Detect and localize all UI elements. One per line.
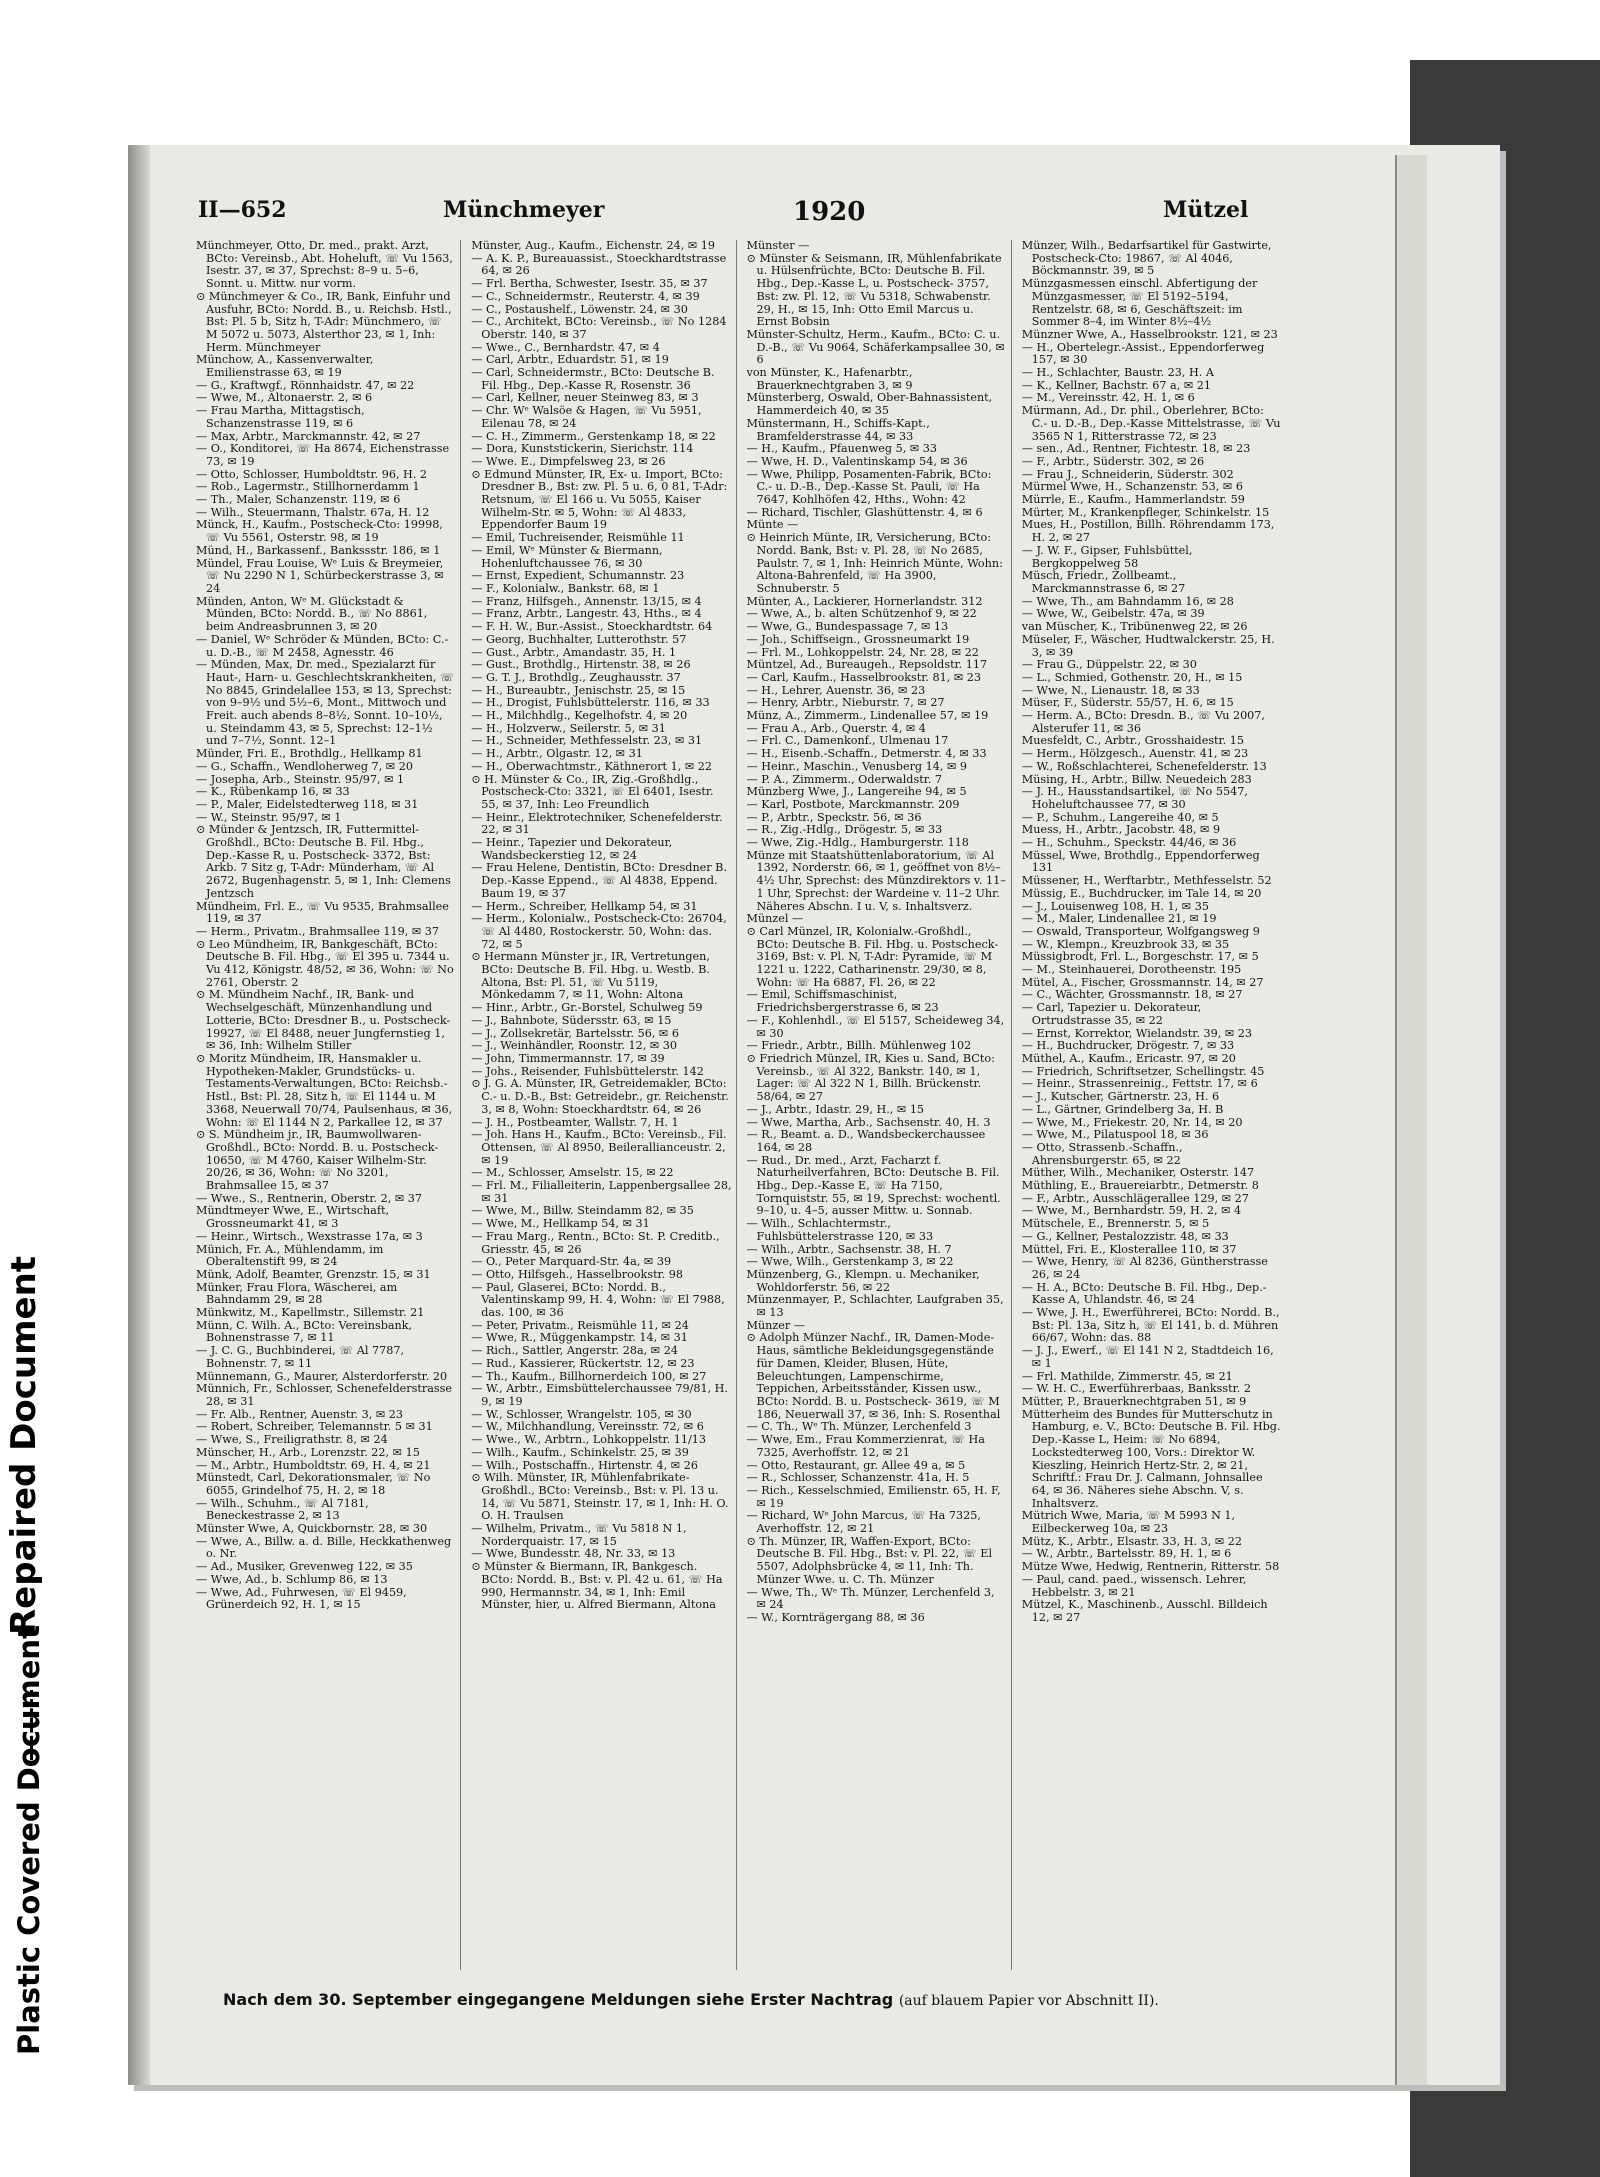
directory-entry: — Herm., Hölzgesch., Auenstr. 41, ✉ 23: [1021, 747, 1249, 761]
directory-entry: — F., Arbtr., Süderstr. 302, ✉ 26: [1021, 454, 1205, 468]
directory-entry: — Karl, Postbote, Marckmannstr. 209: [746, 797, 960, 811]
directory-entry: — W., Klempn., Kreuzbrook 33, ✉ 35: [1021, 937, 1230, 951]
directory-entry: Münzberg Wwe, J., Langereihe 94, ✉ 5: [746, 785, 967, 799]
column-3: [747, 240, 1012, 1970]
directory-entry: — Herm., Kolonialw., Postscheck-Cto: 26704, ☏ Al 4480, Rostockerstr. 50, Wohn: das. 72, ✉ 5: [471, 912, 727, 951]
directory-entry: ⊙ Münster & Seismann, IR, Mühlenfabrikate u. Hülsenfrüchte, BCto: Deutsche B. Fil. Hbg., Dep.-Kasse L, u. Postscheck- 3757, Bst: zw. Pl. 12, ☏ Vu 5318, Schwabenstr. 29, H., ✉ 15, Inh: Otto Emil Marcus u. Ernst Bobsin: [746, 251, 1002, 329]
directory-entry: Münd, H., Barkassenf., Bankssstr. 186, ✉ 1: [196, 543, 441, 557]
directory-entry: Münn, C. Wilh. A., BCto: Vereinsbank, Bohnenstrasse 7, ✉ 11: [196, 1318, 413, 1345]
directory-entry: — Rud., Dr. med., Arzt, Facharzt f. Naturheilverfahren, BCto: Deutsche B. Fil. Hbg., Dep.-Kasse E, ☏ Ha 7150, Tornquiststr. 55, ✉ 19, Sprechst: wochentl. 9–10, u. 4–5, ausser Mittw. u. Sonnab.: [746, 1153, 1001, 1218]
directory-entry: — W., Arbtr., Bartelsstr. 89, H. 1, ✉ 6: [1021, 1547, 1232, 1561]
directory-entry: — R., Zig.-Hdlg., Drögestr. 5, ✉ 33: [746, 823, 943, 837]
directory-entry: — Wwe, Bundesstr. 48, Nr. 33, ✉ 13: [471, 1547, 676, 1561]
directory-entry: — J. J., Ewerf., ☏ El 141 N 2, Stadtdeich 16, ✉ 1: [1021, 1344, 1274, 1370]
directory-entry: — Emil, Wᵉ Münster & Biermann, Hohenluftchaussee 76, ✉ 30: [471, 543, 663, 570]
directory-entry: — Wwe, Em., Frau Kommerzienrat, ☏ Ha 7325, Averhoffstr. 12, ✉ 21: [746, 1433, 985, 1459]
directory-entry: — Rob., Lagermstr., Stillhornerdamm 1: [196, 480, 420, 494]
directory-entry: — J., Arbtr., Idastr. 29, H., ✉ 15: [746, 1102, 925, 1116]
directory-entry: — G., Kellner, Pestalozzistr. 48, ✉ 33: [1021, 1229, 1229, 1243]
footer-notice: Nach dem 30. September eingegangene Meldungen siehe Erster Nachtrag: [223, 1990, 894, 2009]
directory-entry: Mues, H., Postillon, Billh. Röhrendamm 173, H. 2, ✉ 27: [1021, 518, 1275, 545]
directory-entry: Münnich, Fr., Schlosser, Schenefelderstrasse 28, ✉ 31: [196, 1382, 452, 1408]
directory-entry: — Wwe, H. D., Valentinskamp 54, ✉ 36: [746, 454, 968, 468]
directory-entry: Münter, A., Lackierer, Hornerlandstr. 312: [746, 594, 983, 608]
directory-entry: — Otto, Strassenb.-Schaffn., Ahrensburgerstr. 65, ✉ 22: [1021, 1140, 1183, 1167]
directory-entry: — Carl, Arbtr., Eduardstr. 51, ✉ 19: [471, 353, 669, 367]
directory-entry: — Chr. Wᵉ Walsöe & Hagen, ☏ Vu 5951, Eilenau 78, ✉ 24: [471, 404, 702, 430]
directory-page: [128, 145, 1500, 2085]
directory-entry: — Rich., Kesselschmied, Emilienstr. 65, H. F, ✉ 19: [746, 1483, 1001, 1510]
directory-entry: — A. K. P., Bureauassist., Stoeckhardtstrasse 64, ✉ 26: [471, 251, 727, 278]
directory-entry: — M., Schlosser, Amselstr. 15, ✉ 22: [471, 1166, 674, 1180]
directory-entry: — Carl, Tapezier u. Dekorateur, Ortrudstrasse 35, ✉ 22: [1021, 1001, 1202, 1027]
directory-entry: — Frau Marg., Rentn., BCto: St. P. Creditb., Griesstr. 45, ✉ 26: [471, 1229, 720, 1256]
directory-entry: — H., Schuhm., Speckstr. 44/46, ✉ 36: [1021, 836, 1237, 850]
directory-entry: — P. A., Zimmerm., Oderwaldstr. 7: [746, 772, 943, 786]
directory-entry: — O., Peter Marquard-Str. 4a, ✉ 39: [471, 1255, 672, 1269]
directory-entry: — Frl. Mathilde, Zimmerstr. 45, ✉ 21: [1021, 1369, 1233, 1383]
directory-entry: — H., Schneider, Methfesselstr. 23, ✉ 31: [471, 734, 703, 748]
directory-entry: — Rich., Sattler, Angerstr. 28a, ✉ 24: [471, 1344, 678, 1358]
column-2: [471, 240, 736, 1970]
directory-entry: Münzel —: [746, 912, 804, 926]
directory-entry: — Wwe, G., Bundespassage 7, ✉ 13: [746, 620, 949, 634]
directory-entry: — Otto, Hilfsgeh., Hasselbrookstr. 98: [471, 1267, 684, 1281]
directory-entry: Muess, H., Arbtr., Jacobstr. 48, ✉ 9: [1021, 823, 1221, 837]
directory-entry: — H., Holzverw., Seilerstr. 5, ✉ 31: [471, 721, 666, 735]
directory-entry: van Müscher, K., Tribünenweg 22, ✉ 26: [1021, 620, 1248, 634]
directory-entry: ⊙ Moritz Mündheim, IR, Hansmakler u. Hypotheken-Makler, Grundstücks- u. Testaments-Verwaltungen, BCto: Reichsb.-Hstl., Bst: Pl. 28, Sitz h, ☏ El 1144 u. M 3368, Neuerwall 70/74, Paulsenhaus, ✉ 36, Wohn: ☏ El 1144 N 2, Parkallee 12, ✉ 37: [196, 1052, 453, 1129]
directory-entry: — C., Postaushelf., Löwenstr. 24, ✉ 30: [471, 302, 688, 316]
directory-entry: Münster Wwe, A, Quickbornstr. 28, ✉ 30: [196, 1522, 428, 1536]
directory-entry: — O., Konditorei, ☏ Ha 8674, Eichenstrasse 73, ✉ 19: [196, 442, 450, 468]
directory-entry: — J., Zollsekretär, Bartelsstr. 56, ✉ 6: [471, 1026, 679, 1040]
directory-entry: Müthling, E., Brauereiarbtr., Detmerstr. 8: [1021, 1179, 1259, 1193]
directory-entry: — Rud., Kassierer, Rückertstr. 12, ✉ 23: [471, 1356, 695, 1370]
directory-entry: — W. H. C., Ewerführerbaas, Banksstr. 2: [1021, 1382, 1251, 1396]
directory-entry: — Wwe, Henry, ☏ Al 8236, Güntherstrasse 26, ✉ 24: [1021, 1255, 1268, 1281]
directory-entry: — Carl, Kaufm., Hasselbrookstr. 81, ✉ 23: [746, 670, 982, 684]
directory-entry: ⊙ S. Mündheim jr., IR, Baumwollwaren-Großhdl., BCto: Nordd. B. u. Postscheck- 10650, ☏ M 4760, Kaiser Wilhelm-Str. 20/26, ✉ 36, Wohn: ☏ No 3201, Brahmsallee 15, ✉ 37: [196, 1128, 439, 1193]
directory-entry: — Wwe, R., Müggenkampstr. 14, ✉ 31: [471, 1331, 688, 1345]
directory-entry: — F. H. W., Bur.-Assist., Stoeckhardtstr. 64: [471, 620, 713, 634]
directory-entry: Münich, Fr. A., Mühlendamm, im Oberaltenstift 99, ✉ 24: [196, 1242, 384, 1269]
directory-entry: — Heinr., Tapezier und Dekorateur, Wandsbeckerstieg 12, ✉ 24: [471, 836, 673, 862]
directory-entry: — Dora, Kunststickerin, Sierichstr. 114: [471, 442, 694, 456]
directory-entry: — Emil, Tuchreisender, Reismühle 11: [471, 531, 685, 545]
directory-entry: — Wilh., Schuhm., ☏ Al 7181, Beneckestrasse 2, ✉ 13: [196, 1496, 369, 1523]
directory-entry: — Münden, Max, Dr. med., Spezialarzt für Haut-, Harn- u. Geschlechtskrankheiten, ☏ No 8845, Grindelallee 153, ✉ 13, Sprechst: von 9–9½ und 5½–6, Mont., Mittwoch und Freit. auch abends 8–8½, Sonnt. 10–10½, u. Steindamm 43, ✉ 5, Sprechst: 12–1½ und 7–7½, Sonnt. 12–1: [196, 658, 454, 748]
directory-entry: Münnemann, G., Maurer, Alsterdorferstr. 20: [196, 1369, 448, 1383]
directory-entry: — Herm., Privatm., Brahmsallee 119, ✉ 37: [196, 924, 440, 938]
directory-entry: ⊙ Hermann Münster jr., IR, Vertretungen, BCto: Deutsche B. Fil. Hbg. u. Westb. B. Altona, Bst: Pl. 51, ☏ Vu 5119, Mönkedamm 7, ✉ 11, Wohn: Altona: [471, 950, 710, 1002]
directory-columns: [196, 240, 1286, 1970]
directory-entry: Münze mit Staatshüttenlaboratorium, ☏ Al 1392, Norderstr. 66, ✉ 1, geöffnet von 8½–4½ Uhr, Sprechst: des Münzdirektors v. 11–1 Uhr, Sprechst: der Wardeine v. 11–2 Uhr. Näheres Abschn. I u. V, s. Inhaltsverz.: [746, 848, 1006, 913]
page-number: II—652: [198, 197, 287, 223]
directory-entry: Mündheim, Frl. E., ☏ Vu 9535, Brahmsallee 119, ✉ 37: [196, 899, 449, 926]
directory-entry: — Johs., Reisender, Fuhlsbüttelerstr. 142: [471, 1064, 704, 1078]
directory-entry: Mütz, K., Arbtr., Elsastr. 33, H. 3, ✉ 22: [1021, 1534, 1243, 1548]
directory-entry: — H., Kaufm., Pfauenweg 5, ✉ 33: [746, 442, 937, 456]
directory-entry: — Georg, Buchhalter, Lutterothstr. 57: [471, 632, 687, 646]
directory-entry: Mütschele, E., Brennerstr. 5, ✉ 5: [1021, 1217, 1210, 1231]
directory-entry: — Wilh., Kaufm., Schinkelstr. 25, ✉ 39: [471, 1445, 689, 1459]
directory-entry: — Gust., Arbtr., Amandastr. 35, H. 1: [471, 645, 677, 659]
directory-entry: Mürrle, E., Kaufm., Hammerlandstr. 59: [1021, 493, 1245, 507]
directory-entry: — M., Vereinsstr. 42, H. 1, ✉ 6: [1021, 391, 1195, 405]
directory-entry: — Otto, Restaurant, gr. Allee 49 a, ✉ 5: [746, 1458, 966, 1472]
directory-entry: — Wwe, Th., Wᵉ Th. Münzer, Lerchenfeld 3, ✉ 24: [746, 1585, 995, 1612]
directory-entry: — Wilh., Schlachtermstr., Fuhlsbüttelerstrasse 120, ✉ 33: [746, 1217, 934, 1243]
directory-entry: — Wwe., W., Arbtrn., Lohkoppelstr. 11/13: [471, 1433, 706, 1447]
directory-entry: — Wwe, M., Friekestr. 20, Nr. 14, ✉ 20: [1021, 1115, 1243, 1129]
page-binding: [128, 145, 150, 2085]
directory-entry: Mütze Wwe, Hedwig, Rentnerin, Ritterstr. 58: [1021, 1560, 1280, 1574]
directory-entry: — J. H., Postbeamter, Wallstr. 7, H. 1: [471, 1115, 679, 1129]
directory-entry: ⊙ Carl Münzel, IR, Kolonialw.-Großhdl., BCto: Deutsche B. Fil. Hbg. u. Postscheck- 3169, Bst: v. Pl. N, T-Adr: Pyramide, ☏ M 1221 u. 1222, Catharinenstr. 29/30, ✉ 8, Wohn: ☏ Ha 6887, Fl. 26, ✉ 22: [746, 924, 999, 989]
directory-entry: — Carl, Schneidermstr., BCto: Deutsche B. Fil. Hbg., Dep.-Kasse R, Rosenstr. 36: [471, 366, 715, 392]
directory-entry: Münden, Anton, Wᵉ M. Glückstadt & Münden, BCto: Nordd. B., ☏ No 8861, beim Andreasbrunnen 3, ✉ 20: [196, 594, 428, 634]
side-banner: [0, 560, 80, 2060]
directory-entry: — Wwe, Ad., b. Schlump 86, ✉ 13: [196, 1572, 388, 1586]
directory-entry: — Frl. M., Filialleiterin, Lappenbergsallee 28, ✉ 31: [471, 1179, 732, 1205]
directory-entry: Müther, Wilh., Mechaniker, Osterstr. 147: [1021, 1166, 1255, 1180]
directory-entry: — Ernst, Expedient, Schumannstr. 23: [471, 569, 685, 583]
directory-entry: — G., Kraftwgf., Rönnhaidstr. 47, ✉ 22: [196, 378, 415, 392]
directory-entry: Münstedt, Carl, Dekorationsmaler, ☏ No 6055, Grindelhof 75, H. 2, ✉ 18: [196, 1471, 431, 1497]
directory-entry: — L., Schmied, Gothenstr. 20, H., ✉ 15: [1021, 670, 1243, 684]
directory-entry: Mütrich Wwe, Maria, ☏ M 5993 N 1, Eilbeckerweg 10a, ✉ 23: [1021, 1509, 1236, 1536]
directory-entry: Müntzel, Ad., Bureaugeh., Repsoldstr. 117: [746, 658, 988, 672]
directory-entry: Mütel, A., Fischer, Grossmannstr. 14, ✉ 27: [1021, 975, 1264, 989]
directory-entry: — W., Arbtr., Eimsbüttelerchaussee 79/81, H. 9, ✉ 19: [471, 1382, 728, 1408]
directory-entry: — H., Arbtr., Olgastr. 12, ✉ 31: [471, 747, 643, 761]
directory-entry: — Wwe, Ad., Fuhrwesen, ☏ El 9459, Grünerdeich 92, H. 1, ✉ 15: [196, 1585, 407, 1612]
directory-entry: ⊙ Friedrich Münzel, IR, Kies u. Sand, BCto: Vereinsb., ☏ Al 322, Bankstr. 140, ✉ 1, Lager: ☏ Al 322 N 1, Billh. Brückenstr. 58/64, ✉ 27: [746, 1052, 995, 1104]
directory-entry: — Ernst, Korrektor, Wielandstr. 39, ✉ 23: [1021, 1026, 1253, 1040]
directory-entry: — Herm. A., BCto: Dresdn. B., ☏ Vu 2007, Alsterufer 11, ✉ 36: [1021, 709, 1265, 735]
directory-entry: — Wwe, Zig.-Hdlg., Hamburgerstr. 118: [746, 836, 969, 850]
directory-entry: — M., Steinhauerei, Dorotheenstr. 195: [1021, 963, 1242, 977]
directory-entry: ⊙ Adolph Münzer Nachf., IR, Damen-Mode-Haus, sämtliche Bekleidungsgegenstände für Damen, Kleider, Blusen, Hüte, Beleuchtungen, Lampenschirme, Teppichen, Arbeitsständer, Kissen usw., BCto: Nordd. B. u. Postscheck- 3619, ☏ M 186, Neuerwall 37, ✉ 36, Inh: S. Rosenthal: [746, 1331, 1001, 1421]
directory-entry: ⊙ Edmund Münster, IR, Ex- u. Import, BCto: Dresdner B., Bst: zw. Pl. 5 u. 6, 0 81, T-Adr: Retsnum, ☏ El 166 u. Vu 5055, Kaiser Wilhelm-Str. ✉ 5, Wohn: ☏ Al 4833, Eppendorfer Baum 19: [471, 467, 728, 532]
directory-entry: — C., Architekt, BCto: Vereinsb., ☏ No 1284 Oberstr. 140, ✉ 37: [471, 315, 727, 341]
directory-entry: — W., Kornträgergang 88, ✉ 36: [746, 1610, 925, 1624]
directory-entry: — Frau J., Schneiderin, Süderstr. 302: [1021, 467, 1234, 481]
directory-entry: Münck, H., Kaufm., Postscheck-Cto: 19998, ☏ Vu 5561, Osterstr. 98, ✉ 19: [196, 518, 443, 545]
directory-entry: Münzenmayer, P., Schlachter, Laufgraben 35, ✉ 13: [746, 1293, 1004, 1320]
header-first-word: Münchmeyer: [443, 197, 605, 223]
directory-entry: Münk, Adolf, Beamter, Grenzstr. 15, ✉ 31: [196, 1267, 431, 1281]
directory-entry: — H., Obertelegr.-Assist., Eppendorferweg 157, ✉ 30: [1021, 340, 1265, 367]
directory-entry: ⊙ M. Mündheim Nachf., IR, Bank- und Wechselgeschäft, Münzenhandlung und Lotterie, BCto: Dresdner B., u. Postscheck- 19927, ☏ El 8488, neuer Jungfernstieg 1, ✉ 36, Inh: Wilhelm Stiller: [196, 988, 451, 1053]
directory-entry: — Wwe, M., Pilatuspool 18, ✉ 36: [1021, 1128, 1209, 1142]
directory-entry: — F., Kolonialw., Bankstr. 68, ✉ 1: [471, 581, 660, 595]
directory-entry: ⊙ H. Münster & Co., IR, Zig.-Großhdlg., Postscheck-Cto: 3321, ☏ El 6401, Isestr. 55, ✉ 37, Inh: Leo Freundlich: [471, 772, 714, 811]
directory-entry: — Josepha, Arb., Steinstr. 95/97, ✉ 1: [196, 772, 405, 786]
directory-entry: — Wwe, Martha, Arb., Sachsenstr. 40, H. 3: [746, 1115, 991, 1129]
directory-entry: — Heinr., Maschin., Venusberg 14, ✉ 9: [746, 759, 968, 773]
directory-entry: — W., Steinstr. 95/97, ✉ 1: [196, 810, 342, 824]
directory-entry: — Th., Kaufm., Billhornerdeich 100, ✉ 27: [471, 1369, 707, 1383]
directory-entry: — Wilh., Postschaffn., Hirtenstr. 4, ✉ 26: [471, 1458, 698, 1472]
directory-entry: — Herm., Schreiber, Hellkamp 54, ✉ 31: [471, 899, 698, 913]
directory-entry: ⊙ Th. Münzer, IR, Waffen-Export, BCto: Deutsche B. Fil. Hbg., Bst: v. Pl. 22, ☏ El 5507, Adolphsbrücke 4, ✉ 11, Inh: Th. Münzer Wwe. u. C. Th. Münzer: [746, 1534, 993, 1586]
directory-entry: — F., Arbtr., Ausschlägerallee 129, ✉ 27: [1021, 1191, 1249, 1205]
directory-entry: — Wilh., Steuermann, Thalstr. 67a, H. 12: [196, 505, 430, 519]
directory-entry: ⊙ Wilh. Münster, IR, Mühlenfabrikate-Großhdl., BCto: Vereinsb., Bst: v. Pl. 13 u. 14, ☏ Vu 5871, Steinstr. 17, ✉ 1, Inh: H. O. O. H. Traulsen: [471, 1471, 729, 1523]
directory-entry: — C., Wächter, Grossmannstr. 18, ✉ 27: [1021, 988, 1243, 1002]
directory-entry: Müttel, Fri. E., Klosterallee 110, ✉ 37: [1021, 1242, 1237, 1256]
directory-entry: — Ad., Musiker, Grevenweg 122, ✉ 35: [196, 1560, 413, 1574]
directory-entry: — Wwe, M., Billw. Steindamm 82, ✉ 35: [471, 1204, 694, 1218]
directory-entry: — Gust., Brothdlg., Hirtenstr. 38, ✉ 26: [471, 658, 691, 672]
directory-entry: — Friedrich, Schriftsetzer, Schellingstr. 45: [1021, 1064, 1265, 1078]
directory-entry: Müssel, Wwe, Brothdlg., Eppendorferweg 131: [1021, 848, 1260, 875]
directory-entry: — Paul, Glaserei, BCto: Nordd. B., Valentinskamp 99, H. 4, Wohn: ☏ El 7988, das. 100, ✉ 36: [471, 1280, 725, 1320]
directory-entry: — Fr. Alb., Rentner, Auenstr. 3, ✉ 23: [196, 1407, 403, 1421]
directory-entry: Münster, Aug., Kaufm., Eichenstr. 24, ✉ 19: [471, 240, 715, 252]
directory-entry: Münzner Wwe, A., Hasselbrookstr. 121, ✉ 23: [1021, 327, 1278, 341]
directory-entry: — Henry, Arbtr., Nieburstr. 7, ✉ 27: [746, 696, 945, 710]
directory-entry: — C., Schneidermstr., Reuterstr. 4, ✉ 39: [471, 289, 700, 303]
directory-entry: Münzgasmessen einschl. Abfertigung der Münzgasmesser, ☏ El 5192–5194, Rentzelstr. 68, ✉ 6, Geschäftszeit: im Sommer 8–4, im Winter 8½–4½: [1021, 277, 1258, 329]
directory-entry: — P., Schuhm., Langereihe 40, ✉ 5: [1021, 810, 1219, 824]
directory-entry: Mützel, K., Maschinenb., Ausschl. Billdeich 12, ✉ 27: [1021, 1598, 1268, 1624]
directory-entry: — Joh. Hans H., Kaufm., BCto: Vereinsb., Fil. Ottensen, ☏ Al 8950, Beilerallianceustr. 2, ✉ 19: [471, 1128, 727, 1167]
directory-entry: — G., Schaffn., Wendloherweg 7, ✉ 20: [196, 759, 413, 773]
directory-entry: Münsterberg, Oswald, Ober-Bahnassistent, Hammerdeich 40, ✉ 35: [746, 391, 993, 418]
directory-entry: Münscher, H., Arb., Lorenzstr. 22, ✉ 15: [196, 1445, 420, 1459]
directory-entry: — F., Kohlenhdl., ☏ El 5157, Scheideweg 34, ✉ 30: [746, 1013, 1005, 1040]
directory-entry: — John, Timmermannstr. 17, ✉ 39: [471, 1052, 665, 1065]
directory-entry: — P., Arbtr., Speckstr. 56, ✉ 36: [746, 810, 922, 824]
directory-entry: — Wwe., S., Rentnerin, Oberstr. 2, ✉ 37: [196, 1191, 423, 1205]
directory-entry: — Wwe, A., b. alten Schützenhof 9, ✉ 22: [746, 607, 977, 621]
directory-entry: von Münster, K., Hafenarbtr., Brauerknechtgraben 3, ✉ 9: [746, 366, 913, 392]
page-footer: [223, 1990, 1323, 2009]
directory-entry: Müser, F., Süderstr. 55/57, H. 6, ✉ 15: [1021, 696, 1234, 710]
directory-entry: Münzer, Wilh., Bedarfsartikel für Gastwirte, Postscheck-Cto: 19867, ☏ Al 4046, Böckmannstr. 39, ✉ 5: [1021, 240, 1272, 278]
directory-entry: — R., Beamt. a. D., Wandsbeckerchaussee 164, ✉ 28: [746, 1128, 986, 1154]
directory-entry: — Max, Arbtr., Marckmannstr. 42, ✉ 27: [196, 429, 421, 443]
directory-entry: — Frau Helene, Dentistin, BCto: Dresdner B. Dep.-Kasse Eppend., ☏ Al 4838, Eppend. Baum 19, ✉ 37: [471, 861, 727, 900]
directory-entry: Münchmeyer, Otto, Dr. med., prakt. Arzt, BCto: Vereinsb., Abt. Hoheluft, ☏ Vu 1563, Isestr. 37, ✉ 37, Sprechst: 8–9 u. 5–6, Sonnt. u. Mittw. nur vorm.: [196, 240, 453, 291]
directory-entry: — P., Maler, Eidelstedterweg 118, ✉ 31: [196, 797, 419, 811]
directory-entry: Müsing, H., Arbtr., Billw. Neuedeich 283: [1021, 772, 1252, 786]
directory-entry: — H., Schlachter, Baustr. 23, H. A: [1021, 366, 1214, 380]
column-1: [196, 240, 461, 1970]
directory-entry: — Hinr., Arbtr., Gr.-Borstel, Schulweg 59: [471, 1001, 703, 1015]
directory-entry: — Friedr., Arbtr., Billh. Mühlenweg 102: [746, 1039, 972, 1053]
plastic-covered-label: Plastic Covered Document: [12, 1625, 46, 2055]
directory-entry: — Wilhelm, Privatm., ☏ Vu 5818 N 1, Norderquaistr. 17, ✉ 15: [471, 1522, 687, 1548]
directory-entry: ⊙ Münster & Biermann, IR, Bankgesch. BCto: Nordd. B., Bst: v. Pl. 42 u. 61, ☏ Ha 990, Hermannstr. 34, ✉ 1, Inh: Emil Münster, hier, u. Alfred Biermann, Altona: [471, 1560, 723, 1612]
directory-entry: — Daniel, Wᵉ Schröder & Münden, BCto: C.- u. D.-B., ☏ M 2458, Agnesstr. 46: [196, 632, 449, 659]
directory-entry: — Wwe, J. H., Ewerführerei, BCto: Nordd. B., Bst: Pl. 13a, Sitz h, ☏ El 141, b. d. Mühren 66/67, Wohn: das. 88: [1021, 1306, 1280, 1345]
directory-entry: — Franz, Arbtr., Langestr. 43, Hths., ✉ 4: [471, 607, 702, 621]
directory-entry: Mürmel Wwe, H., Schanzenstr. 53, ✉ 6: [1021, 480, 1243, 494]
header-year: 1920: [793, 197, 866, 227]
directory-entry: — J., Kutscher, Gärtnerstr. 23, H. 6: [1021, 1090, 1220, 1104]
directory-entry: — H. A., BCto: Deutsche B. Fil. Hbg., Dep.-Kasse A, Uhlandstr. 46, ✉ 24: [1021, 1280, 1267, 1307]
directory-entry: — Wwe, Wilh., Gerstenkamp 3, ✉ 22: [746, 1255, 954, 1269]
directory-entry: — Wwe, M., Bernhardstr. 59, H. 2, ✉ 4: [1021, 1204, 1242, 1218]
directory-entry: — Otto, Schlosser, Humboldtstr. 96, H. 2: [196, 467, 428, 481]
directory-entry: Muesfeldt, C., Arbtr., Grosshaidestr. 15: [1021, 734, 1245, 748]
directory-entry: Münte —: [746, 518, 799, 532]
directory-entry: — Paul, cand. paed., wissensch. Lehrer, Hebbelstr. 3, ✉ 21: [1021, 1572, 1247, 1599]
page-header: [198, 197, 1278, 233]
directory-entry: — Th., Maler, Schanzenstr. 119, ✉ 6: [196, 493, 401, 507]
directory-entry: — W., Roßschlachterei, Schenefelderstr. 13: [1021, 759, 1267, 773]
directory-entry: — H., Oberwachtmstr., Käthnerort 1, ✉ 22: [471, 759, 712, 773]
column-4: [1022, 240, 1286, 1970]
header-last-word: Mützel: [1163, 197, 1249, 223]
directory-entry: — H., Bureaubtr., Jenischstr. 25, ✉ 15: [471, 683, 686, 697]
directory-entry: Mürmann, Ad., Dr. phil., Oberlehrer, BCto: C.- u. D.-B., Dep.-Kasse Mittelstrasse, ☏ Vu 3565 N 1, Ritterstrasse 72, ✉ 23: [1021, 404, 1281, 443]
directory-entry: — Wwe, Th., am Bahndamm 16, ✉ 28: [1021, 594, 1234, 608]
directory-entry: — Frl. Bertha, Schwester, Isestr. 35, ✉ 37: [471, 277, 708, 291]
directory-entry: — Wwe, M., Altonaerstr. 2, ✉ 6: [196, 391, 373, 405]
directory-entry: — Frl. C., Damenkonf., Ulmenau 17: [746, 734, 949, 748]
directory-entry: — Frau Martha, Mittagstisch, Schanzenstrasse 119, ✉ 6: [196, 404, 365, 430]
directory-entry: Müssener, H., Werftarbtr., Methfesselstr. 52: [1021, 874, 1272, 888]
directory-entry: — H., Buchdrucker, Drögestr. 7, ✉ 33: [1021, 1039, 1235, 1053]
directory-entry: Münkwitz, M., Kapellmstr., Sillemstr. 21: [196, 1306, 425, 1320]
directory-entry: — Wwe, W., Geibelstr. 47a, ✉ 39: [1021, 607, 1205, 621]
directory-entry: Müseler, F., Wäscher, Hudtwalckerstr. 25, H. 3, ✉ 39: [1021, 632, 1275, 659]
directory-entry: — C. Th., Wᵉ Th. Münzer, Lerchenfeld 3: [746, 1420, 972, 1434]
directory-entry: — sen., Ad., Rentner, Fichtestr. 18, ✉ 23: [1021, 442, 1251, 456]
directory-entry: — H., Eisenb.-Schaffn., Detmerstr. 4, ✉ 33: [746, 747, 987, 761]
directory-entry: Müssigbrodt, Frl. L., Borgeschstr. 17, ✉ 5: [1021, 950, 1259, 964]
directory-entry: Mündel, Frau Louise, Wᵉ Luis & Breymeier, ☏ Nu 2290 N 1, Schürbeckerstrasse 3, ✉ 24: [196, 556, 444, 595]
directory-entry: — J., Louisenweg 108, H. 1, ✉ 35: [1021, 899, 1209, 913]
directory-entry: Münster —: [746, 240, 810, 252]
directory-entry: — Wwe. E., Dimpfelsweg 23, ✉ 26: [471, 454, 666, 468]
directory-entry: — Franz, Hilfsgeh., Annenstr. 13/15, ✉ 4: [471, 594, 702, 608]
directory-entry: — G. T. J., Brothdlg., Zeughausstr. 37: [471, 670, 681, 684]
directory-entry: — Heinr., Elektrotechniker, Schenefelderstr. 22, ✉ 31: [471, 810, 723, 837]
directory-entry: — J. H., Hausstandsartikel, ☏ No 5547, Hoheluftchaussee 77, ✉ 30: [1021, 785, 1248, 811]
directory-entry: — Wwe., C., Bernhardstr. 47, ✉ 4: [471, 340, 660, 354]
directory-entry: Müssig, E., Buchdrucker, im Tale 14, ✉ 20: [1021, 886, 1262, 900]
directory-entry: — C. H., Zimmerm., Gerstenkamp 18, ✉ 22: [471, 429, 716, 443]
directory-entry: — R., Schlosser, Schanzenstr. 41a, H. 5: [746, 1471, 970, 1485]
directory-entry: — Joh., Schiffseign., Grossneumarkt 19: [746, 632, 970, 646]
directory-entry: Müsch, Friedr., Zollbeamt., Marckmannstrasse 6, ✉ 27: [1021, 569, 1186, 595]
directory-entry: Münz, A., Zimmerm., Lindenallee 57, ✉ 19: [746, 709, 989, 723]
directory-entry: — Wwe, N., Lienaustr. 18, ✉ 33: [1021, 683, 1200, 697]
directory-entry: — W., Milchhandlung, Vereinsstr. 72, ✉ 6: [471, 1420, 704, 1434]
directory-entry: — H., Milchhdlg., Kegelhofstr. 4, ✉ 20: [471, 709, 688, 723]
directory-entry: — L., Gärtner, Grindelberg 3a, H. B: [1021, 1102, 1224, 1116]
directory-entry: — K., Rübenkamp 16, ✉ 33: [196, 785, 350, 799]
directory-entry: — J. C. G., Buchbinderei, ☏ Al 7787, Bohnenstr. 7, ✉ 11: [196, 1344, 405, 1370]
directory-entry: — Carl, Kellner, neuer Steinweg 83, ✉ 3: [471, 391, 699, 405]
directory-entry: — Heinr., Strassenreinig., Fettstr. 17, ✉ 6: [1021, 1077, 1258, 1091]
directory-entry: — Oswald, Transporteur, Wolfgangsweg 9: [1021, 924, 1260, 938]
directory-entry: Mütter, P., Brauerknechtgraben 51, ✉ 9: [1021, 1394, 1247, 1408]
directory-entry: — Richard, Wᵉ John Marcus, ☏ Ha 7325, Averhoffstr. 12, ✉ 21: [746, 1509, 981, 1536]
directory-entry: — Robert, Schreiber, Telemannstr. 5 ✉ 31: [196, 1420, 433, 1434]
repaired-document-label: Repaired Document: [4, 1255, 44, 1635]
directory-entry: — Richard, Tischler, Glashüttenstr. 4, ✉ 6: [746, 505, 983, 519]
directory-entry: — Wwe, A., Billw. a. d. Bille, Heckkathenweg o. Nr.: [196, 1534, 452, 1561]
directory-entry: — Wilh., Arbtr., Sachsenstr. 38, H. 7: [746, 1242, 952, 1256]
directory-entry: — J., Bahnbote, Südersstr. 63, ✉ 15: [471, 1013, 672, 1027]
directory-entry: — H., Drogist, Fuhlsbüttelerstr. 116, ✉ 33: [471, 696, 710, 710]
directory-entry: — Heinr., Wirtsch., Wexstrasse 17a, ✉ 3: [196, 1229, 423, 1243]
directory-entry: Müthel, A., Kaufm., Ericastr. 97, ✉ 20: [1021, 1052, 1236, 1065]
directory-entry: Münchow, A., Kassenverwalter, Emilienstrasse 63, ✉ 19: [196, 353, 374, 380]
directory-entry: — Frl. M., Lohkoppelstr. 24, Nr. 28, ✉ 22: [746, 645, 979, 659]
directory-entry: — K., Kellner, Bachstr. 67 a, ✉ 21: [1021, 378, 1211, 392]
directory-entry: — Emil, Schiffsmaschinist, Friedrichsbergerstrasse 6, ✉ 23: [746, 988, 939, 1015]
directory-entry: — M., Maler, Lindenallee 21, ✉ 19: [1021, 912, 1217, 926]
directory-entry: Münster-Schultz, Herm., Kaufm., BCto: C. u. D.-B., ☏ Vu 9064, Schäferkampsallee 30, ✉ 6: [746, 327, 1005, 367]
directory-entry: — J. W. F., Gipser, Fuhlsbüttel, Bergkoppelweg 58: [1021, 543, 1193, 570]
directory-entry: Münzer —: [746, 1318, 805, 1332]
directory-entry: — H., Lehrer, Auenstr. 36, ✉ 23: [746, 683, 926, 697]
directory-entry: Mütterheim des Bundes für Mutterschutz in Hamburg, e. V., BCto: Deutsche B. Fil. Hbg. Dep.-Kasse L, Heim: ☏ No 6894, Lockstedterweg 100, Vors.: Direktor W. Kieszling, Heinrich Hertz-Str. 2, ✉ 21, Schriftf.: Frau Dr. J. Calmann, Johnsallee 64, ✉ 36. Näheres siehe Abschn. V, s. Inhaltsverz.: [1021, 1407, 1281, 1510]
directory-entry: — J., Weinhändler, Roonstr. 12, ✉ 30: [471, 1039, 678, 1053]
directory-entry: ⊙ Münder & Jentzsch, IR, Futtermittel-Großhdl., BCto: Deutsche B. Fil. Hbg., Dep.-Kasse R, u. Postscheck- 3372, Bst: Arkb. 7 Sitz g, T-Adr: Münderham, ☏ Al 2672, Bugenhagenstr. 5, ✉ 1, Inh: Clemens Jentzsch: [196, 823, 451, 900]
directory-entry: — Wwe, Philipp, Posamenten-Fabrik, BCto: C.- u. D.-B., Dep.-Kasse St. Pauli, ☏ Ha 7647, Kohlhöfen 42, Hths., Wohn: 42: [746, 467, 992, 507]
directory-entry: ⊙ J. G. A. Münster, IR, Getreidemakler, BCto: C.- u. D.-B., Bst: Getreidebr., gr. Reichenstr. 3, ✉ 8, Wohn: Stoeckhardtstr. 64, ✉ 26: [471, 1077, 729, 1116]
directory-entry: Mürter, M., Krankenpfleger, Schinkelstr. 15: [1021, 505, 1270, 519]
directory-entry: Münstermann, H., Schiffs-Kapt., Bramfelderstrasse 44, ✉ 33: [746, 416, 930, 443]
directory-entry: Mündtmeyer Wwe, E., Wirtschaft, Grossneumarkt 41, ✉ 3: [196, 1204, 390, 1231]
directory-entry: — M., Arbtr., Humboldtstr. 69, H. 4, ✉ 21: [196, 1458, 431, 1472]
page-edge: [1395, 155, 1427, 2085]
directory-entry: — Peter, Privatm., Reismühle 11, ✉ 24: [471, 1318, 689, 1332]
directory-entry: Münder, Fri. E., Brothdlg., Hellkamp 81: [196, 747, 423, 761]
directory-entry: — Wwe, M., Hellkamp 54, ✉ 31: [471, 1217, 650, 1231]
directory-entry: ⊙ Heinrich Münte, IR, Versicherung, BCto: Nordd. Bank, Bst: v. Pl. 28, ☏ No 2685, Paulstr. 7, ✉ 1, Inh: Heinrich Münte, Wohn: Altona-Bahrenfeld, ☏ Ha 3900, Schnuberstr. 5: [746, 531, 1003, 595]
directory-entry: — W., Schlosser, Wrangelstr. 105, ✉ 30: [471, 1407, 692, 1421]
directory-entry: Münzenberg, G., Klempn. u. Mechaniker, Wohldorferstr. 56, ✉ 22: [746, 1267, 980, 1294]
directory-entry: — Wwe, S., Freiligrathstr. 8, ✉ 24: [196, 1433, 388, 1447]
directory-entry: — Frau A., Arb., Querstr. 4, ✉ 4: [746, 721, 926, 735]
directory-entry: — Frau G., Düppelstr. 22, ✉ 30: [1021, 658, 1197, 672]
directory-entry: Münker, Frau Flora, Wäscherei, am Bahndamm 29, ✉ 28: [196, 1280, 398, 1307]
footer-note: (auf blauem Papier vor Abschnitt II).: [898, 1993, 1159, 2009]
directory-entry: ⊙ Leo Mündheim, IR, Bankgeschäft, BCto: Deutsche B. Fil. Hbg., ☏ El 395 u. 7344 u. Vu 412, Königstr. 48/52, ✉ 36, Wohn: ☏ No 2761, Oberstr. 2: [196, 937, 454, 989]
directory-entry: ⊙ Münchmeyer & Co., IR, Bank, Einfuhr und Ausfuhr, BCto: Nordd. B., u. Reichsb. Hstl., Bst: Pl. 5 b, Sitz h, T-Adr: Münchmero, ☏ M 5072 u. 5073, Alsterthor 23, ✉ 1, Inh: Herm. Münchmeyer: [196, 289, 452, 354]
